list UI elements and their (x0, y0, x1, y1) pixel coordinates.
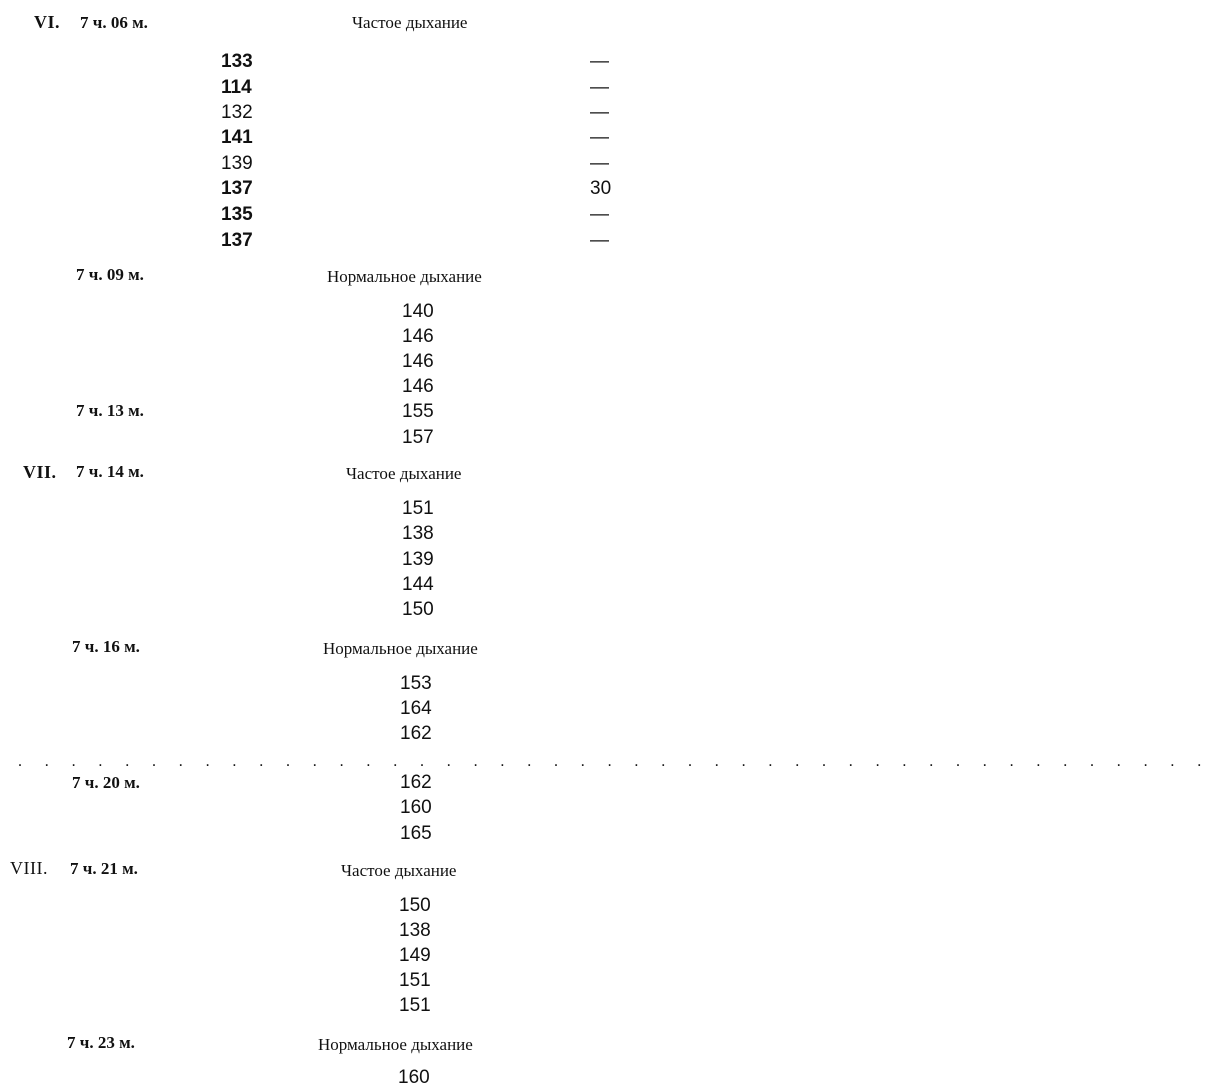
value: 162 (400, 723, 432, 744)
value: 155 (402, 401, 434, 422)
value: 150 (399, 895, 431, 916)
value: 160 (398, 1067, 430, 1088)
section-time: 7 ч. 13 м. (76, 401, 144, 420)
value: 146 (402, 376, 434, 397)
value: 149 (399, 945, 431, 966)
value: 165 (400, 823, 432, 844)
value: 139 (402, 549, 434, 570)
section-heading: Частое дыхание (352, 13, 468, 32)
right-value: — (590, 102, 609, 123)
section-time: 7 ч. 23 м. (67, 1033, 135, 1052)
section-time: 7 ч. 09 м. (76, 265, 144, 284)
value: 138 (402, 523, 434, 544)
section-roman: VI. (34, 12, 61, 32)
value: 139 (221, 153, 253, 174)
section-heading: Частое дыхание (341, 861, 457, 880)
right-value: — (590, 204, 609, 225)
section-heading: Нормальное дыхание (318, 1035, 473, 1054)
right-value: 30 (590, 178, 612, 199)
right-value: — (590, 127, 609, 148)
value: 162 (400, 772, 432, 793)
value: 151 (399, 995, 431, 1016)
section-roman: VIII. (10, 858, 48, 878)
value: 150 (402, 599, 434, 620)
section-time: 7 ч. 14 м. (76, 462, 144, 481)
section-heading: Частое дыхание (346, 464, 462, 483)
value: 140 (402, 301, 434, 322)
section-time: 7 ч. 21 м. (70, 859, 138, 878)
right-value: — (590, 77, 609, 98)
value: 137 (221, 230, 253, 251)
value: 153 (400, 673, 432, 694)
dotted-separator: . . . . . . . . . . . . . . . . . . . . . . . . . . . . . . . . . . . . . . . . . . . . . (18, 753, 1211, 770)
value: 164 (400, 698, 432, 719)
value: 141 (221, 127, 253, 148)
value: 114 (221, 77, 252, 98)
section-time: 7 ч. 06 м. (80, 13, 148, 32)
right-value: — (590, 153, 609, 174)
value: 137 (221, 178, 253, 199)
value: 138 (399, 920, 431, 941)
value: 151 (402, 498, 434, 519)
value: 146 (402, 326, 434, 347)
value: 132 (221, 102, 253, 123)
value: 151 (399, 970, 431, 991)
value: 160 (400, 797, 432, 818)
value: 133 (221, 51, 253, 72)
value: 135 (221, 204, 253, 225)
section-roman: VII. (23, 462, 57, 482)
right-value: — (590, 51, 609, 72)
section-time: 7 ч. 20 м. (72, 773, 140, 792)
section-heading: Нормальное дыхание (327, 267, 482, 286)
value: 157 (402, 427, 434, 448)
section-time: 7 ч. 16 м. (72, 637, 140, 656)
value: 144 (402, 574, 434, 595)
section-heading: Нормальное дыхание (323, 639, 478, 658)
right-value: — (590, 230, 609, 251)
value: 146 (402, 351, 434, 372)
